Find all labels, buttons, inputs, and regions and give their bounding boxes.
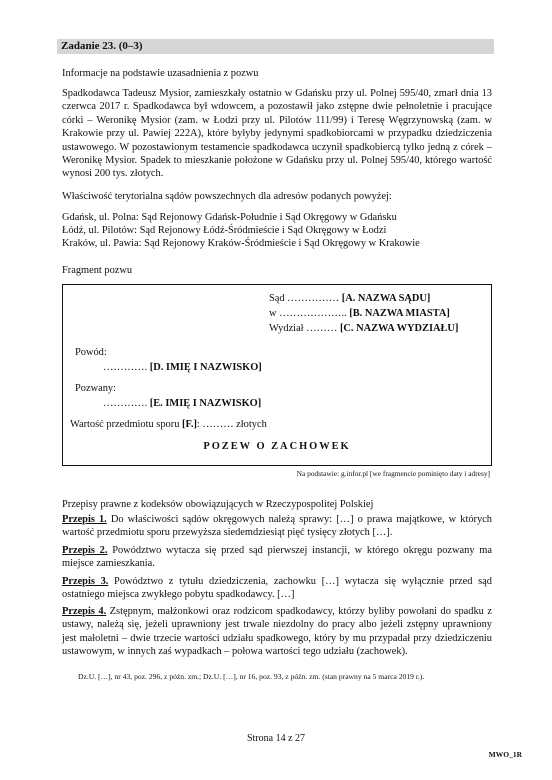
law-provision-2-label: Przepis 2. [62, 545, 108, 556]
defendant-field: [E. IMIĘ I NAZWISKO] [149, 398, 262, 409]
page-number: Strona 14 z 27 [246, 733, 306, 744]
dispute-value-field: [F.] [182, 419, 197, 430]
court-line-gdansk: Gdańsk, ul. Polna: Sąd Rejonowy Gdańsk-Południe i Sąd Okręgowy w Gdańsku [62, 212, 397, 223]
dispute-value-suffix: : ……… złotych [196, 419, 267, 430]
city-name-prefix: w ……………….. [269, 308, 350, 319]
plaintiff-prefix: …………. [103, 362, 150, 373]
law-provision-2 [62, 544, 492, 571]
law-provision-1-text: Do właściwości sądów okręgowych należą sprawy: […] o prawa majątkowe, w których wartość przedmiotu sporu przewyższa siedemdziesiąt pięć tysięcy złotych […]. [62, 514, 492, 539]
intro-heading: Informacje na podstawie uzasadnienia z pozwu [62, 68, 259, 79]
defendant-line [103, 397, 261, 410]
law-provision-3-text: Powództwo z tytułu dziedziczenia, zachowku […] wytacza się wyłącznie przed sąd ostatniego miejsca zwykłego pobytu spadkodawcy. […] [62, 576, 492, 601]
law-provision-2-text: Powództwo wytacza się przed sąd pierwszej instancji, w którego okręgu pozwany ma miejsce zamieszkania. [62, 545, 492, 570]
law-provision-3 [62, 575, 492, 602]
court-line-krakow: Kraków, ul. Pawia: Sąd Rejonowy Kraków-Śródmieście i Sąd Okręgowy w Krakowie [62, 238, 420, 249]
court-line-lodz: Łódź, ul. Pilotów: Sąd Rejonowy Łódź-Śródmieście i Sąd Okręgowy w Łodzi [62, 225, 387, 236]
law-provision-4 [62, 605, 492, 659]
intro-paragraph: Spadkodawca Tadeusz Mysior, zamieszkały ostatnio w Gdańsku przy ul. Polnej 595/40, zmarł dnia 13 czerwca 2017 r. Spadkodawca był wdowcem, a pozostawił jako zstępne dwie pełnoletnie i pracujące córki – Weronikę Mysior (zam. w Łodzi przy ul. Pilotów 111/99) i Teresę Węgrzynowską (zam. w Krakowie przy ul. Pawiej 222A), które byłyby jedynymi spadkobiorcami w przypadku dziedziczenia ustawowego. W pozostawionym testamencie spadkodawca uczynił spadkobiercą tylko jedną z córek – Weronikę Mysior. Spadek to mieszkanie położone w Gdańsku przy ul. Polnej 595/40, którego wartość wynosi 200 tys. złotych. [62, 88, 492, 180]
source-note: Na podstawie: g.infor.pl [we fragmencie pominięto daty i adresy] [296, 469, 490, 478]
court-name-prefix: Sąd …………… [269, 293, 342, 304]
department-prefix: Wydział ……… [269, 323, 340, 334]
defendant-prefix: …………. [103, 398, 150, 409]
court-name-line [269, 292, 430, 305]
legal-citation: Dz.U. […], nr 43, poz. 296, z późn. zm.; Dz.U. […], nr 16, poz. 93, z późn. zm. (stan prawny na 5 marca 2019 r.). [78, 672, 425, 681]
dispute-value-line [70, 418, 267, 431]
lawsuit-fragment-box [62, 284, 492, 466]
court-name-field: [A. NAZWA SĄDU] [341, 293, 431, 304]
lawsuit-title: POZEW O ZACHOWEK [203, 441, 351, 452]
plaintiff-line [103, 361, 262, 374]
defendant-label: Pozwany: [75, 383, 116, 394]
law-provision-1-label: Przepis 1. [62, 514, 107, 525]
courts-heading: Właściwość terytorialna sądów powszechnych dla adresów podanych powyżej: [62, 191, 392, 202]
dispute-value-prefix: Wartość przedmiotu sporu [70, 419, 182, 430]
plaintiff-label: Powód: [75, 347, 107, 358]
task-header: Zadanie 23. (0–3) [57, 39, 494, 54]
law-provision-1 [62, 513, 492, 540]
plaintiff-field: [D. IMIĘ I NAZWISKO] [149, 362, 262, 373]
laws-heading: Przepisy prawne z kodeksów obowiązujących w Rzeczypospolitej Polskiej [62, 499, 374, 510]
city-name-line [269, 307, 450, 320]
law-provision-4-text: Zstępnym, małżonkowi oraz rodzicom spadkodawcy, którzy byliby powołani do spadku z ustawy, należą się, jeżeli uprawniony jest trwale niezdolny do pracy albo jeżeli zstępny uprawniony jest małoletni – dwie trzecie wartości udziału spadkowego, który by mu przypadał przy dziedziczeniu ustawowym, w innych zaś wypadkach – połowa wartości tego udziału (zachowek). [62, 606, 492, 658]
exam-code: MWO_1R [488, 750, 522, 759]
department-field: [C. NAZWA WYDZIAŁU] [339, 323, 459, 334]
law-provision-4-label: Przepis 4. [62, 606, 107, 617]
city-name-field: [B. NAZWA MIASTA] [349, 308, 450, 319]
law-provision-3-label: Przepis 3. [62, 576, 109, 587]
fragment-heading: Fragment pozwu [62, 265, 133, 276]
department-line [269, 322, 458, 335]
